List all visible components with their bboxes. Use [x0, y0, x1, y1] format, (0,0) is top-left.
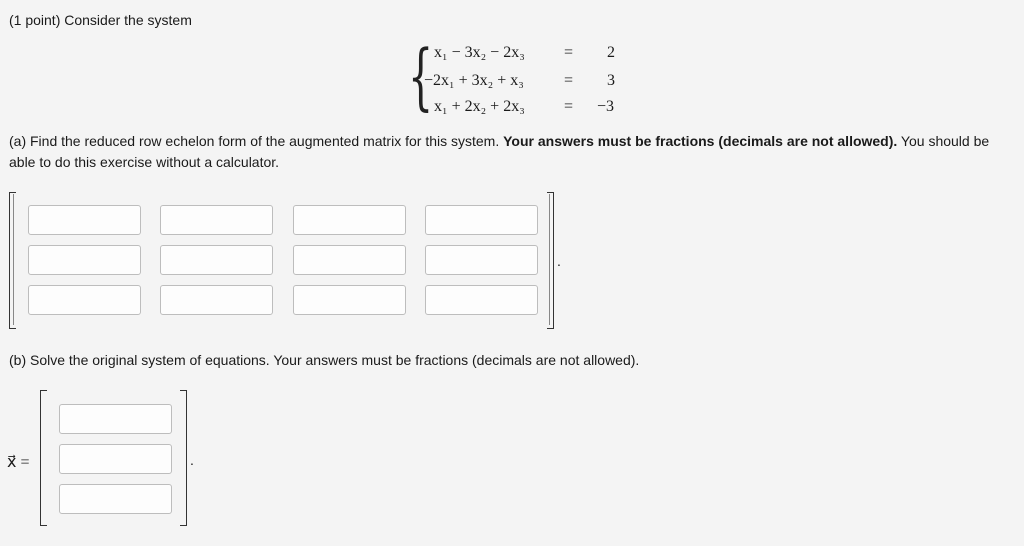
matrix-augment-separator-right: [549, 194, 550, 325]
part-a-text-after: You should be able to do this exercise without a calculator.: [9, 133, 990, 170]
equation-2-eq: =: [564, 72, 574, 89]
equation-2-lhs: −2x₁ + 3x₂ + x₃: [424, 72, 524, 89]
part-a-bold-text: Your answers must be fractions (decimals are not allowed).: [503, 133, 898, 149]
vector-left-bracket: [40, 390, 47, 526]
rref-cell-1-3[interactable]: [293, 205, 406, 235]
equation-3-eq: =: [564, 98, 574, 115]
equation-2-rhs: 3: [607, 72, 615, 89]
rref-cell-3-2[interactable]: [160, 285, 273, 315]
part-a-text: (a) Find the reduced row echelon form of the augmented matrix for this system.: [9, 133, 504, 149]
equation-1-eq: =: [564, 44, 574, 61]
rref-cell-3-4[interactable]: [425, 285, 538, 315]
matrix-augment-separator: [13, 194, 14, 325]
solution-x3-field[interactable]: [59, 484, 172, 514]
rref-cell-3-1[interactable]: [28, 285, 141, 315]
rref-cell-2-3[interactable]: [293, 245, 406, 275]
vector-period: .: [190, 452, 194, 468]
solution-x1-field[interactable]: [59, 404, 172, 434]
part-a-instructions: [9, 131, 999, 173]
rref-cell-2-4[interactable]: [425, 245, 538, 275]
rref-cell-2-2[interactable]: [160, 245, 273, 275]
equation-1-lhs: x₁ − 3x₂ − 2x₃: [434, 44, 525, 61]
matrix-period: .: [557, 253, 561, 269]
solution-x2-field[interactable]: [59, 444, 172, 474]
solution-vector-label: x⃗ =: [7, 454, 30, 471]
part-b-instructions: (b) Solve the original system of equations. Your answers must be fractions (decimals are not allowed).: [9, 352, 640, 368]
system-brace: {: [408, 34, 434, 118]
problem-header: (1 point) Consider the system: [9, 12, 192, 28]
equation-1-rhs: 2: [607, 44, 615, 61]
rref-cell-1-2[interactable]: [160, 205, 273, 235]
rref-cell-2-1[interactable]: [28, 245, 141, 275]
rref-cell-1-4[interactable]: [425, 205, 538, 235]
rref-cell-1-1[interactable]: [28, 205, 141, 235]
rref-cell-3-3[interactable]: [293, 285, 406, 315]
equation-3-rhs: −3: [597, 98, 615, 115]
equation-3-lhs: x₁ + 2x₂ + 2x₃: [434, 98, 525, 115]
vector-right-bracket: [180, 390, 187, 526]
